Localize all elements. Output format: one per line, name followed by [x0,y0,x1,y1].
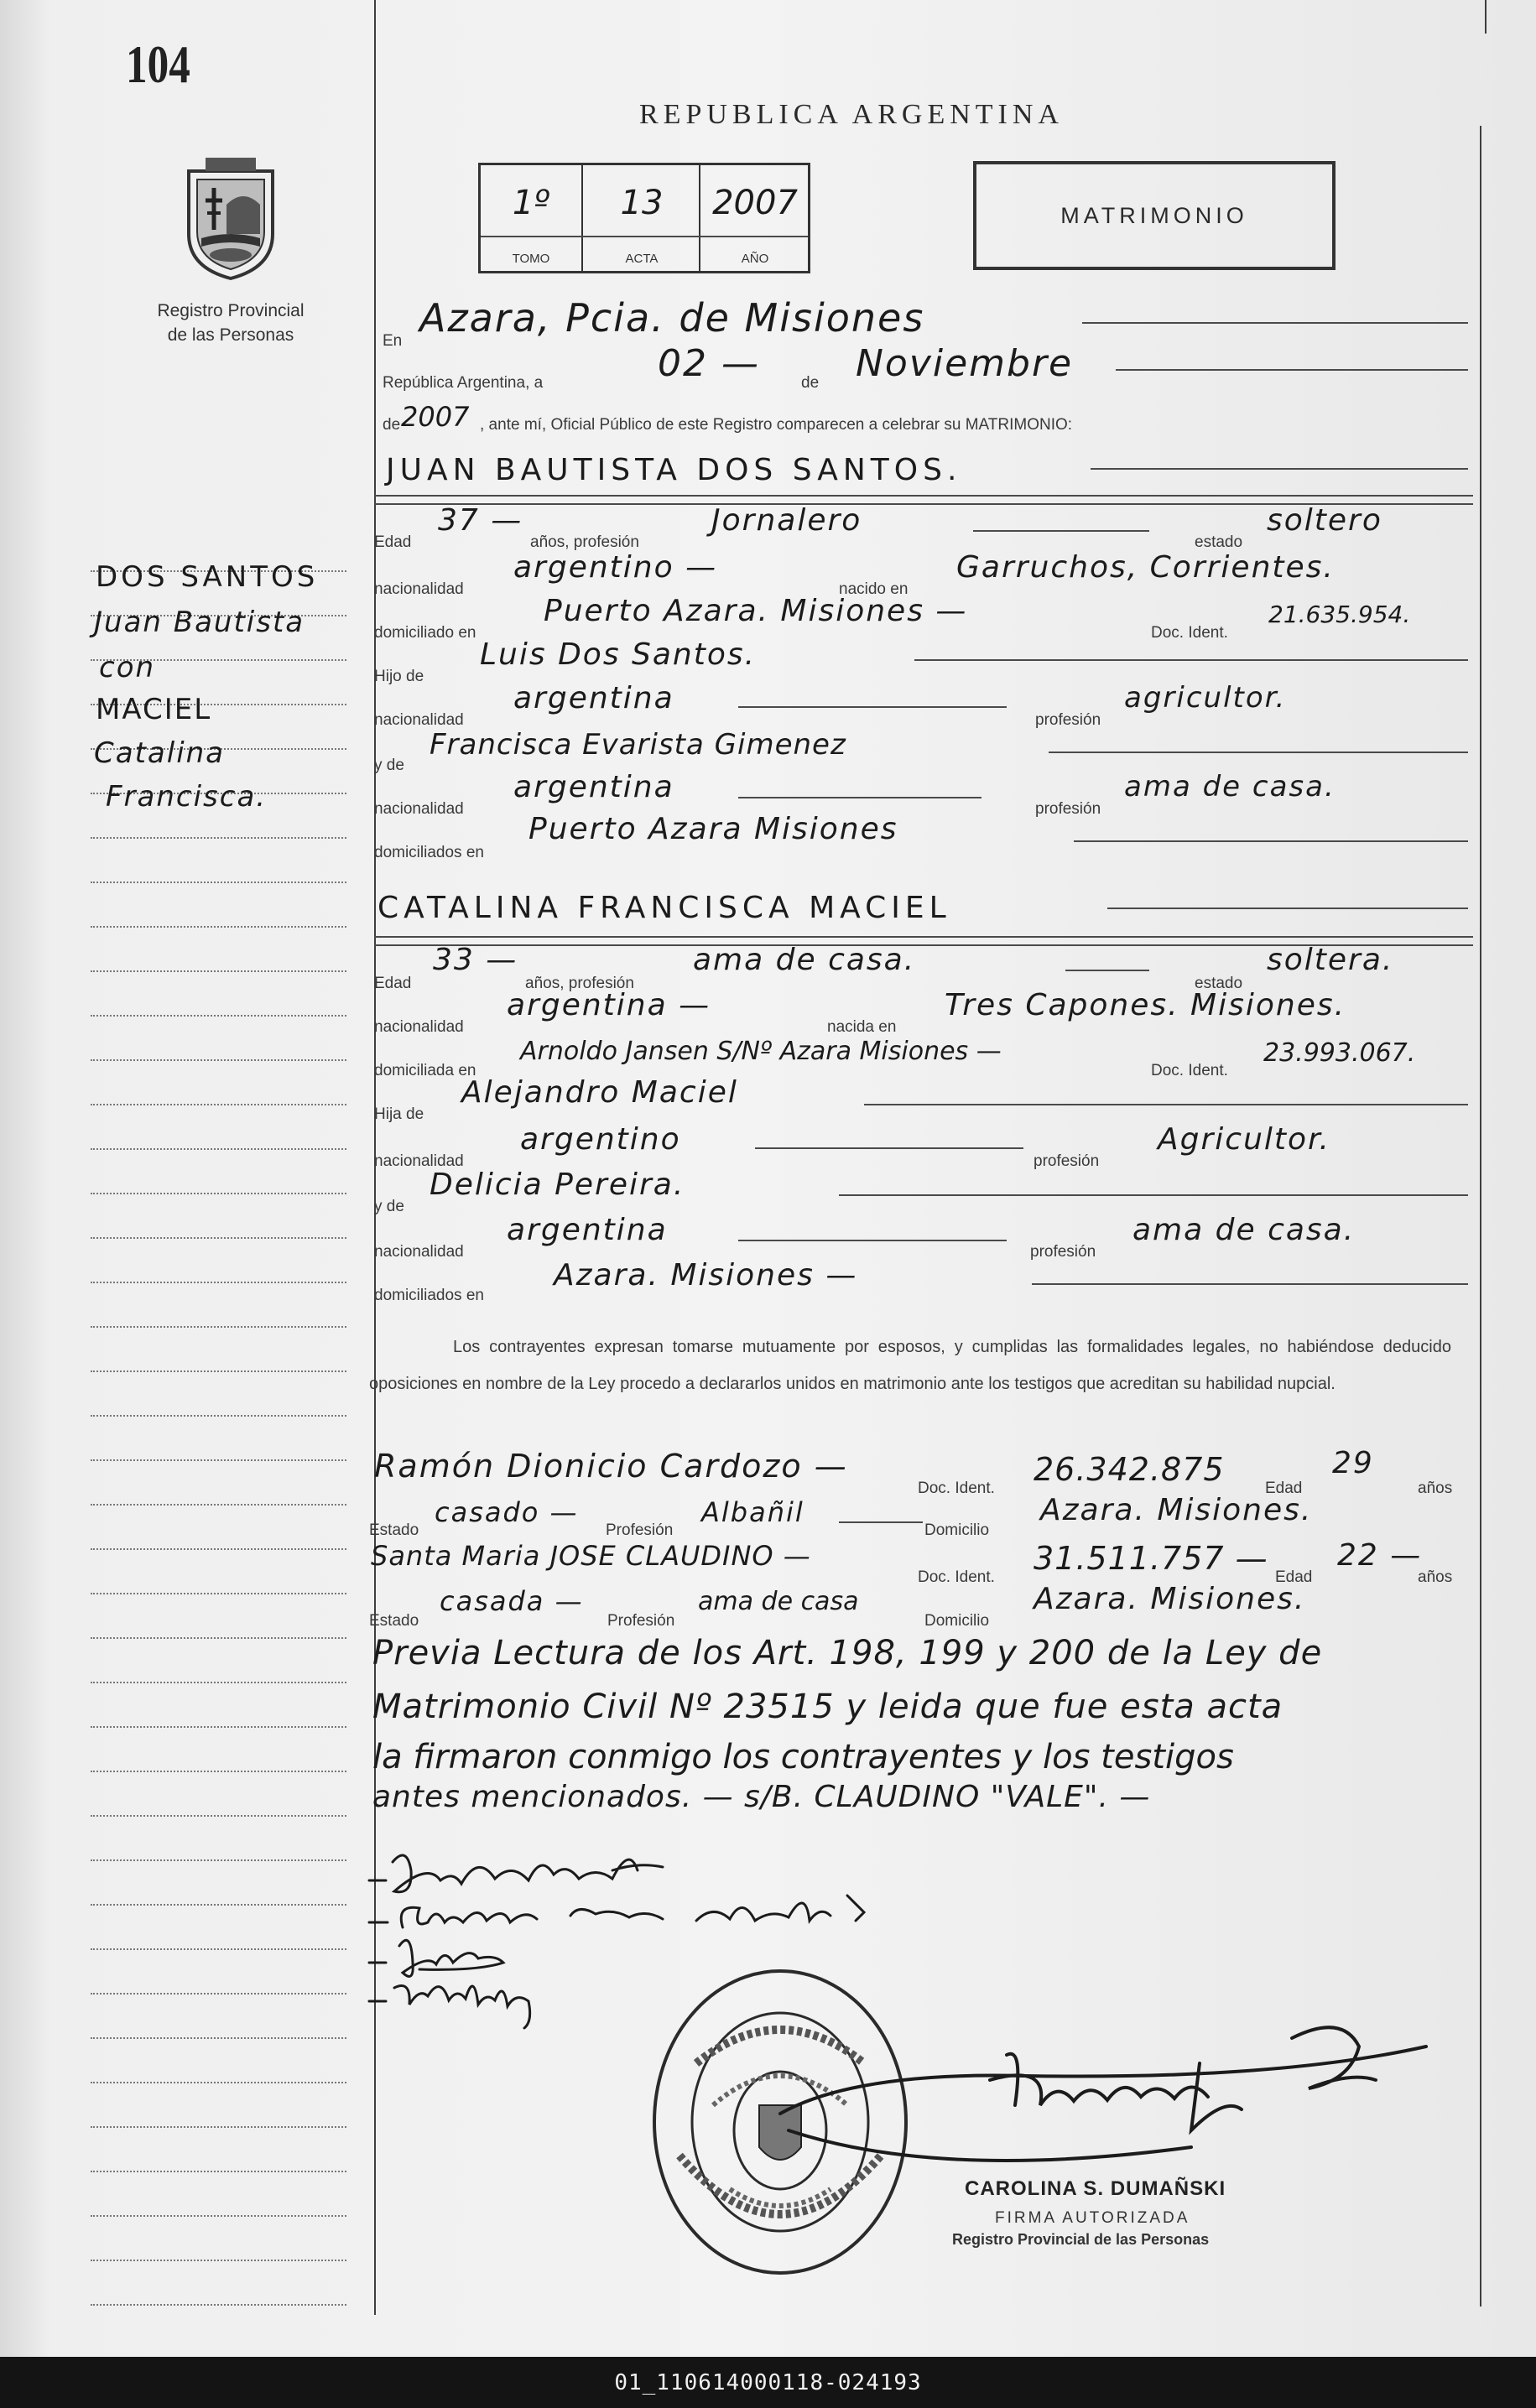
groom-profession: Jornalero [711,503,862,538]
margin-ruling [91,1637,346,1639]
ano-cell [699,165,810,271]
estado-label: Estado [369,1521,419,1539]
profesion-label: años, profesión [525,975,634,992]
groom-address: Puerto Azara. Misiones — [544,594,968,628]
edad-label: Edad [374,533,412,551]
acta-label: ACTA [625,252,659,266]
witness-2-age: 22 — [1337,1538,1423,1573]
fill-line [738,797,981,798]
witness-1-age: 29 [1332,1446,1374,1480]
republica-label: República Argentina, a [383,374,544,392]
closing-line: Previa Lectura de los Art. 198, 199 y 200 de la Ley de [372,1634,1323,1672]
margin-ruling [91,1859,346,1861]
margin-note-line: con [99,651,156,684]
ano-value: 2007 [712,184,798,222]
fill-line [839,1521,923,1523]
witness-1-status: casado — [435,1496,579,1528]
groom-nationality: argentino — [513,550,718,585]
fill-line [738,706,1007,708]
fill-line [1074,840,1468,842]
profesion-label: profesión [1030,1243,1096,1261]
margin-ruling [91,1104,346,1105]
acta-cell [581,165,700,271]
fill-line [1032,1283,1468,1285]
profesion-label: profesión [1034,1152,1100,1170]
estado-label: estado [1195,975,1243,992]
fill-line [1082,322,1468,324]
tomo-cell [481,165,581,271]
right-rule [1480,126,1481,2307]
reference-box [478,163,810,273]
margin-ruling [91,882,346,883]
margin-ruling [91,2215,346,2217]
year-value: 2007 [401,401,470,433]
fill-line [1091,468,1468,470]
margin-ruling [91,1015,346,1017]
estado-label: estado [1195,533,1243,551]
groom-status: soltero [1267,503,1382,538]
doc-label: Doc. Ident. [918,1480,995,1497]
margin-ruling [91,837,346,839]
intro-text: , ante mí, Oficial Público de este Registro comparecen a celebrar su MATRIMONIO: [480,416,1073,434]
doc-label: Doc. Ident. [918,1568,995,1586]
official-department: Registro Provincial de las Personas [952,2231,1210,2248]
page-number: 104 [126,34,190,94]
groom-father-nationality: argentina [513,681,674,715]
doc-label: Doc. Ident. [1151,624,1228,642]
bride-mother-nationality: argentina [507,1213,668,1247]
edad-label: Edad [374,975,412,992]
witness-2-name: Santa Maria JOSE CLAUDINO — [371,1540,811,1572]
hijo-label: Hijo de [374,668,424,685]
nacionalidad-label: nacionalidad [374,1243,464,1261]
fill-line [1049,752,1468,753]
bride-father-nationality: argentino [520,1122,681,1157]
groom-father: Luis Dos Santos. [480,637,757,672]
margin-ruling [91,1548,346,1550]
bride-father-profession: Agricultor. [1158,1122,1330,1157]
tomo-label: TOMO [512,252,550,266]
bride-nationality: argentina — [507,988,711,1022]
margin-note-line: DOS SANTOS [96,560,319,594]
profesion-label: Profesión [607,1612,675,1630]
margin-ruling [91,2171,346,2172]
bride-address: Arnoldo Jansen S/Nº Azara Misiones — [520,1037,1002,1066]
bride-profession: ama de casa. [693,943,916,977]
margin-ruling [91,1504,346,1506]
margin-ruling [91,1904,346,1906]
domicilio-label: domiciliado en [374,624,476,642]
witness-1-doc: 26.342.875 [1034,1451,1225,1488]
de-label: de [801,374,820,392]
tomo-value: 1º [512,184,550,222]
groom-mother-profession: ama de casa. [1124,770,1336,804]
fill-line [864,1104,1468,1105]
registry-line-2: de las Personas [167,325,294,345]
bride-parents-address: Azara. Misiones — [554,1258,858,1292]
place-value: Azara, Pcia. de Misiones [419,295,925,341]
y-de-label: y de [374,1198,404,1215]
fill-line [914,659,1468,661]
day-value: 02 — [658,342,760,385]
provincial-crest-icon [176,154,285,280]
margin-ruling [91,2037,346,2039]
nacionalidad-label: nacionalidad [374,711,464,729]
section-rule [374,936,1473,938]
domiciliada-label: domiciliada en [374,1062,476,1079]
anos-label: años [1418,1568,1453,1586]
margin-note-line: Juan Bautista [94,606,305,639]
hija-label: Hija de [374,1105,424,1123]
doc-label: Doc. Ident. [1151,1062,1228,1079]
reference-divider [481,236,808,237]
margin-ruling [91,2126,346,2128]
registry-line-1: Registro Provincial [157,301,305,320]
groom-doc: 21.635.954. [1268,601,1411,628]
bride-birthplace: Tres Capones. Misiones. [945,988,1346,1022]
section-rule [374,495,1473,497]
profesion-label: Profesión [606,1521,674,1539]
fill-line [839,1194,1468,1196]
margin-ruling [91,1282,346,1283]
closing-line: Matrimonio Civil Nº 23515 y leida que fue esta acta [372,1688,1283,1726]
margin-ruling [91,1726,346,1728]
document-code-bar [0,2357,1536,2408]
margin-ruling [91,2260,346,2261]
bride-name: CATALINA FRANCISCA MACIEL [377,891,951,925]
margin-ruling [91,1771,346,1772]
margin-ruling [91,1326,346,1328]
nacido-label: nacido en [839,580,909,598]
margin-note-line: Francisca. [106,780,268,814]
groom-age: 37 — [438,503,523,538]
edad-label: Edad [1275,1568,1313,1586]
declaration-text: Los contrayentes expresan tomarse mutuamente por esposos, y cumplidas las formalidades legales, no habiéndose deducido oposiciones en nombre de la Ley procedo a declararlos unidos en matrimonio ante los testigos que acreditan su habilidad nupcial. [369,1338,1451,1393]
groom-parents-address: Puerto Azara Misiones [528,812,898,846]
margin-ruling [91,1415,346,1417]
witness-2-doc: 31.511.757 — [1034,1540,1268,1577]
bride-mother-profession: ama de casa. [1132,1213,1356,1247]
official-signature [772,2013,1443,2181]
nacida-label: nacida en [827,1018,897,1036]
margin-ruling [91,926,346,928]
witness-1-name: Ramón Dionicio Cardozo — [374,1448,848,1485]
bride-mother: Delicia Pereira. [430,1168,685,1202]
en-label: En [383,332,403,350]
estado-label: Estado [369,1612,419,1630]
witness-1-address: Azara. Misiones. [1040,1493,1313,1527]
domiciliados-label: domiciliados en [374,1287,484,1304]
domiciliados-label: domiciliados en [374,844,484,861]
nacionalidad-label: nacionalidad [374,1152,464,1170]
closing-line: antes mencionados. — s/B. CLAUDINO "VALE". — [372,1780,1151,1814]
fill-line [738,1240,1007,1241]
fill-line [1107,908,1468,909]
witness-2-status: casada — [440,1585,584,1617]
profesion-label: profesión [1035,711,1101,729]
margin-ruling [91,1370,346,1372]
margin-note-line: MACIEL [96,693,212,726]
edad-label: Edad [1265,1480,1303,1497]
margin-ruling [91,1059,346,1061]
nacionalidad-label: nacionalidad [374,800,464,818]
fill-line [973,530,1149,532]
margin-ruling [91,970,346,972]
bride-doc: 23.993.067. [1263,1038,1416,1068]
closing-line: la firmaron conmigo los contrayentes y los testigos [372,1738,1234,1776]
month-value: Noviembre [856,342,1074,385]
margin-ruling [91,1193,346,1194]
margin-note-line: Catalina [94,736,226,770]
witness-2-address: Azara. Misiones. [1034,1582,1306,1616]
groom-birthplace: Garruchos, Corrientes. [956,550,1335,585]
groom-name: JUAN BAUTISTA DOS SANTOS. [386,453,962,487]
margin-ruling [91,2082,346,2083]
y-de-label: y de [374,757,404,774]
margin-ruling [91,1993,346,1995]
groom-mother-nationality: argentina [513,770,674,804]
acta-value: 13 [620,184,664,222]
domicilio-label: Domicilio [924,1521,990,1539]
registry-name [117,299,344,347]
year-prefix: de [383,416,401,434]
witness-1-profession: Albañil [701,1496,804,1528]
margin-ruling [91,1237,346,1239]
ano-label: AÑO [741,252,769,266]
official-name: CAROLINA S. DUMAÑSKI [965,2177,1226,2200]
margin-ruling [91,1593,346,1594]
document-code: 01_110614000118-024193 [614,2369,922,2395]
nacionalidad-label: nacionalidad [374,1018,464,1036]
right-edge-mark [1485,0,1487,34]
nacionalidad-label: nacionalidad [374,580,464,598]
anos-label: años [1418,1480,1453,1497]
witness-2-profession: ama de casa [698,1587,859,1616]
groom-mother: Francisca Evarista Gimenez [430,728,846,762]
margin-ruling [91,1948,346,1950]
margin-ruling [91,2304,346,2306]
domicilio-label: Domicilio [924,1612,990,1630]
margin-ruling [91,1682,346,1683]
margin-ruling [91,1148,346,1150]
official-title: FIRMA AUTORIZADA [995,2209,1190,2227]
margin-ruling [91,1459,346,1461]
country-title: REPUBLICA ARGENTINA [639,99,1064,130]
bride-age: 33 — [433,943,518,977]
profesion-label: profesión [1035,800,1101,818]
bride-status: soltera. [1267,943,1394,977]
fill-line [1065,970,1149,971]
fill-line [755,1147,1023,1149]
fill-line [1116,369,1468,371]
bride-father: Alejandro Maciel [461,1075,738,1110]
margin-ruling [91,1815,346,1817]
groom-father-profession: agricultor. [1124,681,1287,715]
record-type-box: MATRIMONIO [973,161,1336,270]
profesion-label: años, profesión [530,533,639,551]
